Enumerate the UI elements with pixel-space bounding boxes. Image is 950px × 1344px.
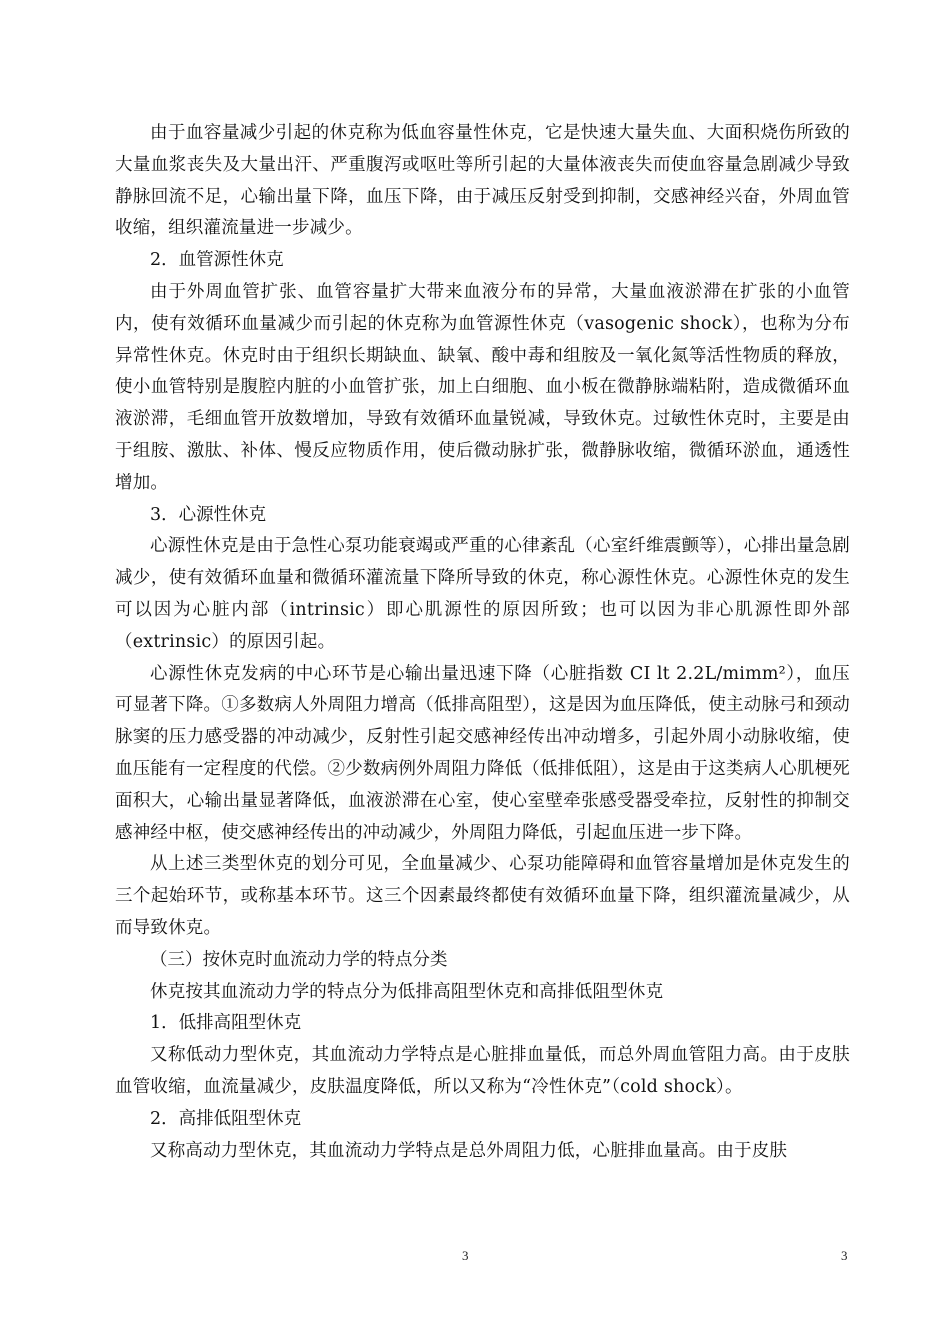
paragraph-hemodynamic-intro: 休克按其血流动力学的特点分为低排高阻型休克和高排低阻型休克	[150, 981, 664, 1002]
paragraph-three-types-summary: 从上述三类型休克的划分可见，全血量减少、心泵功能障碍和血管容量增加是休克发生的三个起始环节，或称基本环节。这三个因素最终都使有效循环血量下降，组织灌流量减少，从而导致休克。	[115, 854, 850, 938]
heading-cardiogenic-shock: 3．心源性休克	[150, 504, 267, 525]
page-number-center: 3	[462, 1248, 469, 1263]
paragraph-warm-shock: 又称高动力型休克，其血流动力学特点是总外周阻力低，心脏排血量高。由于皮肤	[150, 1140, 788, 1161]
heading-vasogenic-shock: 2．血管源性休克	[150, 250, 284, 271]
heading-low-output-high-resistance: 1．低排高阻型休克	[150, 1013, 302, 1034]
paragraph-vasogenic-shock: 由于外周血管扩张、血管容量扩大带来血液分布的异常，大量血液淤滞在扩张的小血管内，使有效循环血量减少而引起的休克称为血管源性休克（vasogenic shock），也称为分布异常性休克。休克时由于组织长期缺血、缺氧、酸中毒和组胺及一氧化氮等活性物质的释放，使小血管特别是腹腔内脏的小血管扩张，加上白细胞、血小板在微静脉端粘附，造成微循环血液淤滞，毛细血管开放数增加，导致有效循环血量锐减，导致休克。过敏性休克时，主要是由于组胺、激肽、补体、慢反应物质作用，使后微动脉扩张，微静脉收缩，微循环淤血，通透性增加。	[115, 281, 850, 493]
heading-high-output-low-resistance: 2．高排低阻型休克	[150, 1108, 302, 1129]
paragraph-cold-shock: 又称低动力型休克，其血流动力学特点是心脏排血量低，而总外周血管阻力高。由于皮肤血管收缩，血流量减少，皮肤温度降低，所以又称为“冷性休克”（cold shock）。	[115, 1045, 850, 1097]
page-number-right: 3	[841, 1248, 848, 1263]
document-body	[115, 118, 850, 1167]
paragraph-hypovolemic-shock: 由于血容量减少引起的休克称为低血容量性休克，它是快速大量失血、大面积烧伤所致的大量血浆丧失及大量出汗、严重腹泻或呕吐等所引起的大量体液丧失而使血容量急剧减少导致静脉回流不足，心输出量下降，血压下降，由于减压反射受到抑制，交感神经兴奋，外周血管收缩，组织灌流量进一步减少。	[115, 123, 850, 239]
paragraph-cardiogenic-shock-definition: 心源性休克是由于急性心泵功能衰竭或严重的心律紊乱（心室纤维震颤等），心排出量急剧减少，使有效循环血量和微循环灌流量下降所导致的休克，称心源性休克。心源性休克的发生可以因为心脏内部（intrinsic）即心肌源性的原因所致；也可以因为非心肌源性即外部（extrinsic）的原因引起。	[115, 536, 850, 652]
paragraph-cardiogenic-shock-mechanism: 心源性休克发病的中心环节是心输出量迅速下降（心脏指数 CI lt 2.2L/mimm²），血压可显著下降。①多数病人外周阻力增高（低排高阻型），这是因为血压降低，使主动脉弓和颈动脉窦的压力感受器的冲动减少，反射性引起交感神经传出冲动增多，引起外周小动脉收缩，使血压能有一定程度的代偿。②少数病例外周阻力降低（低排低阻），这是由于这类病人心肌梗死面积大，心输出量显著降低，血液淤滞在心室，使心室壁牵张感受器受牵拉，反射性的抑制交感神经中枢，使交感神经传出的冲动减少，外周阻力降低，引起血压进一步下降。	[115, 663, 850, 843]
heading-hemodynamic-classification: （三）按休克时血流动力学的特点分类	[150, 949, 448, 970]
